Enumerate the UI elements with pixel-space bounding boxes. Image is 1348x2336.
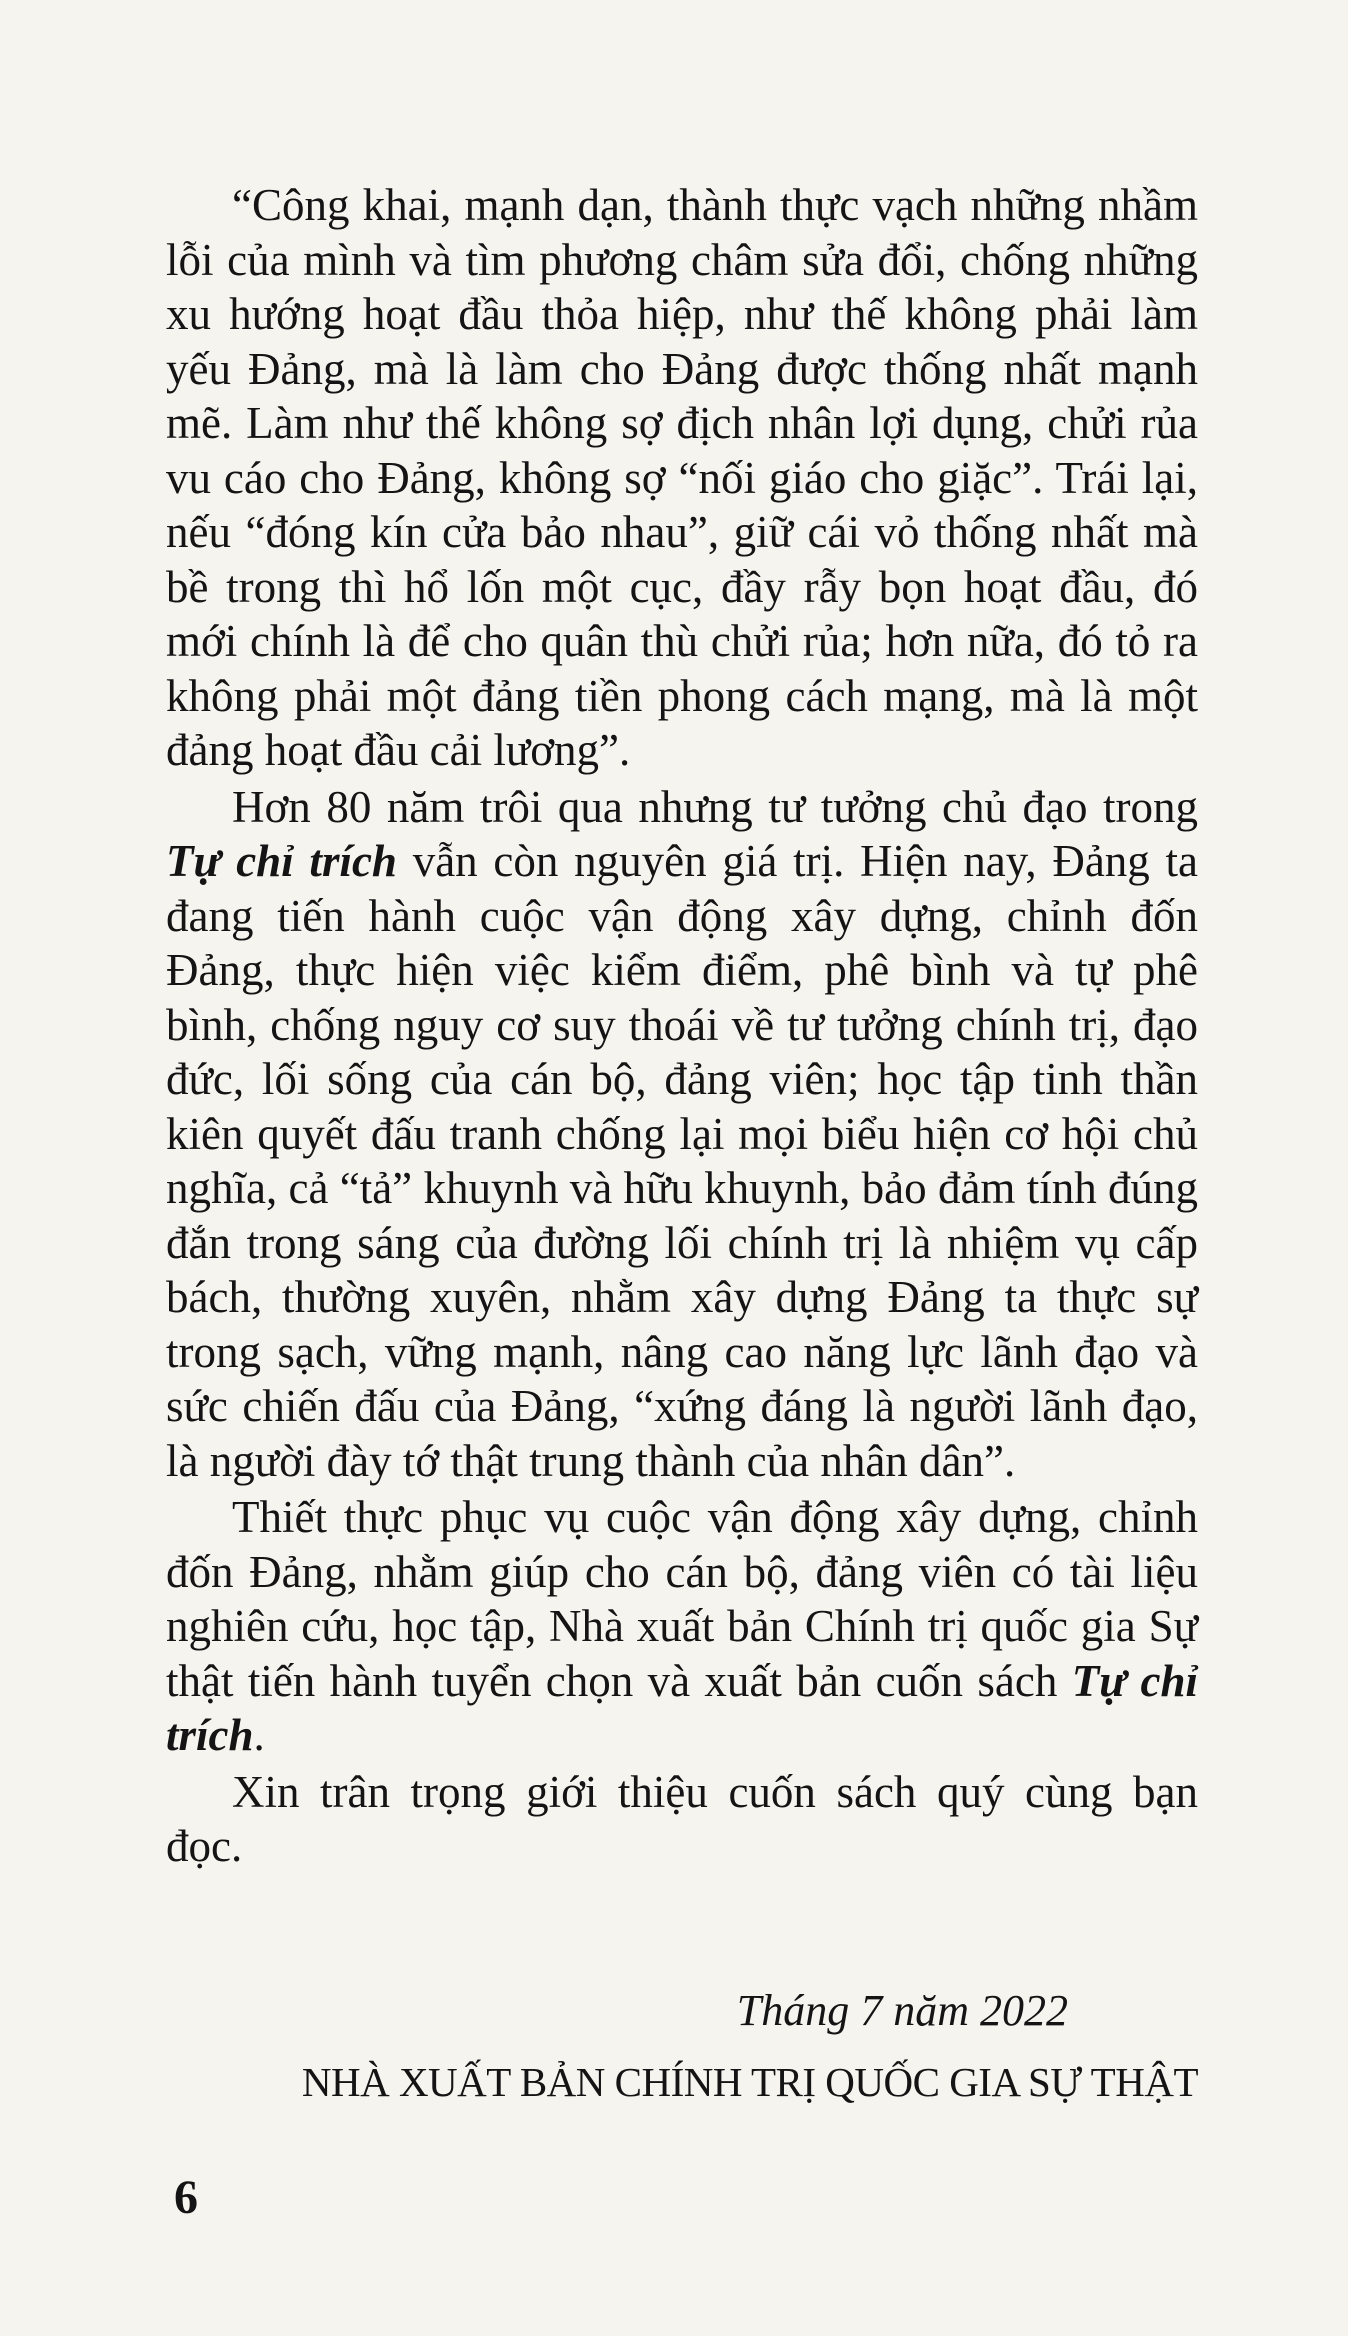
body-text xyxy=(166,178,1198,1874)
paragraph-text: vẫn còn nguyên giá trị. Hiện nay, Đảng ta đang tiến hành cuộc vận động xây dựng, chỉnh đốn Đảng, thực hiện việc kiểm điểm, phê bình và tự phê bình, chống nguy cơ suy thoái về tư tưởng chính trị, đạo đức, lối sống của cán bộ, đảng viên; học tập tinh thần kiên quyết đấu tranh chống lại mọi biểu hiện cơ hội chủ nghĩa, cả “tả” khuynh và hữu khuynh, bảo đảm tính đúng đắn trong sáng của đường lối chính trị là nhiệm vụ cấp bách, thường xuyên, nhằm xây dựng Đảng ta thực sự trong sạch, vững mạnh, nâng cao năng lực lãnh đạo và sức chiến đấu của Đảng, “xứng đáng là người lãnh đạo, là người đày tớ thật trung thành của nhân dân”. xyxy=(166,836,1199,1486)
date-line: Tháng 7 năm 2022 xyxy=(736,1986,1068,2035)
paragraph-context xyxy=(166,780,1198,1489)
paragraph-text: Hơn 80 năm trôi qua nhưng tư tưởng chủ đạo trong xyxy=(232,781,1198,832)
paragraph-closing xyxy=(166,1765,1198,1874)
paragraph-text: Thiết thực phục vụ cuộc vận động xây dựng, chỉnh đốn Đảng, nhằm giúp cho cán bộ, đảng viên có tài liệu nghiên cứu, học tập, Nhà xuất bản Chính trị quốc gia Sự thật tiến hành tuyển chọn và xuất bản cuốn sách xyxy=(166,1492,1198,1706)
paragraph-text: Xin trân trọng giới thiệu cuốn sách quý cùng bạn đọc. xyxy=(166,1766,1198,1871)
book-title: Tự chỉ trích xyxy=(166,1655,1199,1760)
paragraph-purpose xyxy=(166,1490,1198,1763)
publisher-signature: NHÀ XUẤT BẢN CHÍNH TRỊ QUỐC GIA SỰ THẬT xyxy=(301,2059,1198,2105)
book-title: Tự chỉ trích xyxy=(166,836,397,886)
quote-text: “Công khai, mạnh dạn, thành thực vạch những nhầm lỗi của mình và tìm phương châm sửa đổi, chống những xu hướng hoạt đầu thỏa hiệp, như thế không phải làm yếu Đảng, mà là làm cho Đảng được thống nhất mạnh mẽ. Làm như thế không sợ địch nhân lợi dụng, chửi rủa vu cáo cho Đảng, không sợ “nối giáo cho giặc”. Trái lại, nếu “đóng kín cửa bảo nhau”, giữ cái vỏ thống nhất mà bề trong thì hổ lốn một cục, đầy rẫy bọn hoạt đầu, đó mới chính là để cho quân thù chửi rủa; hơn nữa, đó tỏ ra không phải một đảng tiền phong cách mạng, mà là một đảng hoạt đầu cải lương”. xyxy=(166,180,1198,775)
paragraph-quote xyxy=(166,178,1198,778)
page-number: 6 xyxy=(174,2171,198,2224)
paragraph-text: . xyxy=(253,1710,265,1760)
